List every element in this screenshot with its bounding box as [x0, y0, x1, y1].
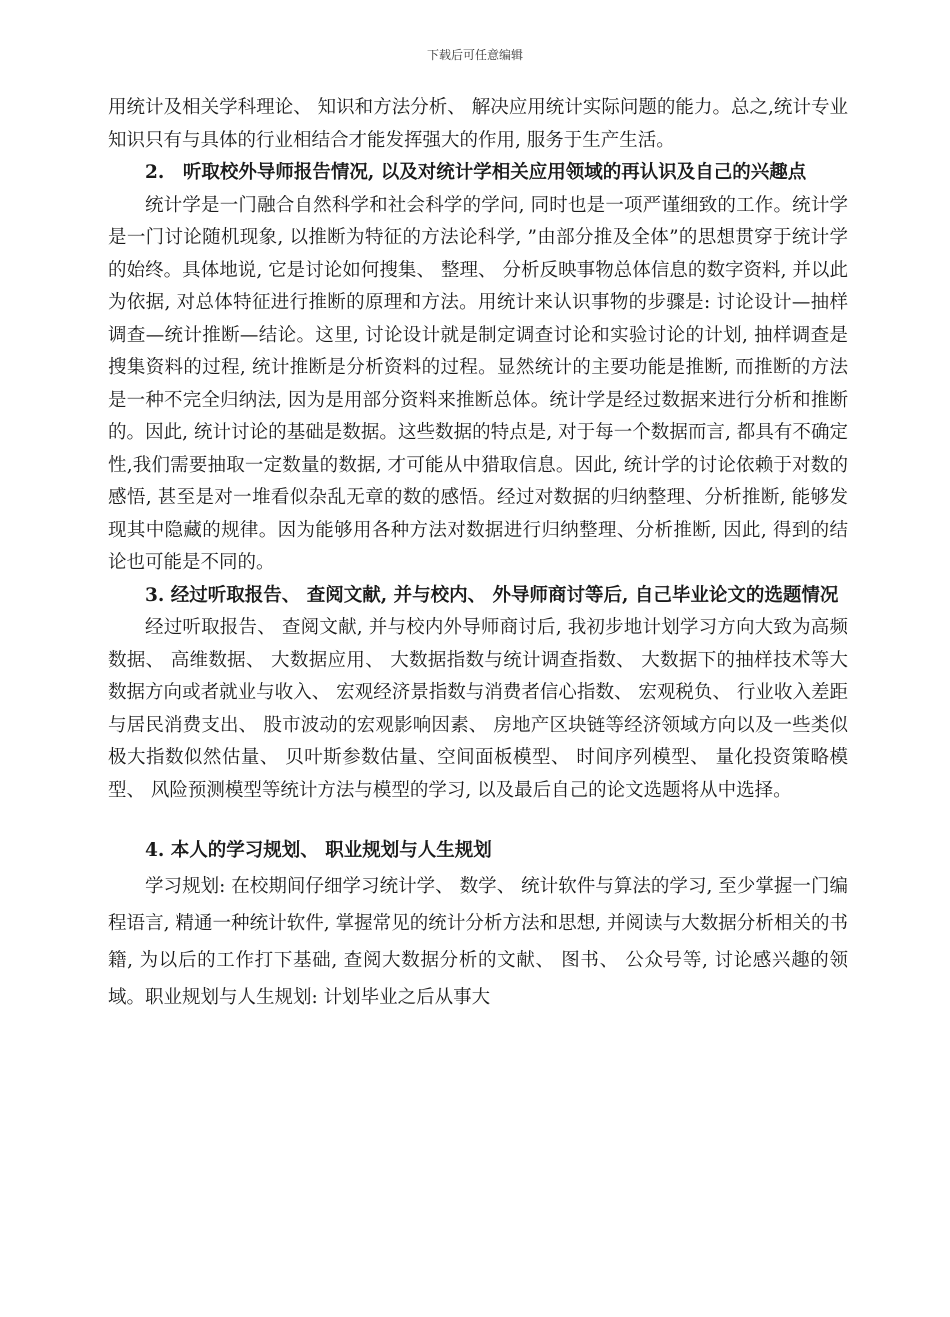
document-body: [108, 92, 848, 1016]
paragraph-section-2: 统计学是一门融合自然科学和社会科学的学问, 同时也是一项严谨细致的工作。统计学是一门讨论随机现象, 以推断为特征的方法论科学, ”由部分推及全体”的思想贯穿于统计学的始终。具体地说, 它是讨论如何搜集、 整理、 分析反映事物总体信息的数字资料, 并以此为依据, 对总体特征进行推断的原理和方法。用统计来认识事物的步骤是: 讨论设计—抽样调查—统计推断—结论。这里, 讨论设计就是制定调查讨论和实验讨论的计划, 抽样调查是搜集资料的过程, 统计推断是分析资料的过程。显然统计的主要功能是推断, 而推断的方法是一种不完全归纳法, 因为是用部分资料来推断总体。统计学是经过数据来进行分析和推断的。因此, 统计讨论的基础是数据。这些数据的特点是, 对于每一个数据而言, 都具有不确定性,我们需要抽取一定数量的数据, 才可能从中猎取信息。因此, 统计学的讨论依赖于对数的感悟, 甚至是对一堆看似杂乱无章的数的感悟。经过对数据的归纳整理、分析推断, 能够发现其中隐藏的规律。因为能够用各种方法对数据进行归纳整理、分析推断, 因此, 得到的结论也可能是不同的。: [108, 194, 848, 573]
section-heading-3: 3. 经过听取报告、 查阅文献, 并与校内、 外导师商讨等后, 自己毕业论文的选题情况: [145, 584, 839, 606]
section-heading-4: 4. 本人的学习规划、 职业规划与人生规划: [145, 840, 492, 861]
page-header: 下载后可任意编辑: [426, 48, 523, 62]
paragraph-section-4: 学习规划: 在校期间仔细学习统计学、 数学、 统计软件与算法的学习, 至少掌握一门编程语言, 精通一种统计软件, 掌握常见的统计分析方法和思想, 并阅读与大数据分析相关的书籍, 为以后的工作打下基础, 查阅大数据分析的文献、 图书、 公众号等, 讨论感兴趣的领域。职业规划与人生规划: 计划毕业之后从事大: [108, 875, 848, 1008]
section-spacer: [108, 807, 848, 835]
paragraph-continuation: 用统计及相关学科理论、 知识和方法分析、 解决应用统计实际问题的能力。总之,统计专业知识只有与具体的行业相结合才能发挥强大的作用, 服务于生产生活。: [108, 97, 848, 151]
section-heading-2: 2. 听取校外导师报告情况, 以及对统计学相关应用领域的再认识及自己的兴趣点: [145, 162, 807, 183]
paragraph-section-3: 经过听取报告、 查阅文献, 并与校内外导师商讨后, 我初步地计划学习方向大致为高频数据、 高维数据、 大数据应用、 大数据指数与统计调查指数、 大数据下的抽样技术等大数据方向或者就业与收入、 宏观经济景指数与消费者信心指数、 宏观税负、 行业收入差距与居民消费支出、 股市波动的宏观影响因素、 房地产区块链等经济领域方向以及一些类似极大指数似然估量、 贝叶斯参数估量、空间面板模型、 时间序列模型、 量化投资策略模型、 风险预测模型等统计方法与模型的学习, 以及最后自己的论文选题将从中选择。: [108, 617, 848, 801]
